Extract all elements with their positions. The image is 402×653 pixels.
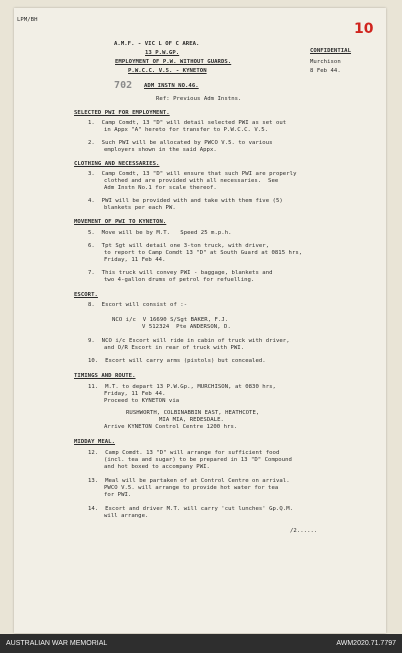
paragraph-14: 14. Escort and driver M.T. will carry 'cut lunches' Gp.Q.M. bbox=[88, 506, 294, 512]
paragraph-9-cont: and O/R Escort in rear of truck with PWI. bbox=[104, 345, 245, 351]
footer-accession-number: AWM2020.71.7797 bbox=[336, 640, 396, 647]
paragraph-4: 4. PWI will be provided with and take with them five (5) bbox=[88, 198, 283, 204]
paragraph-11-cont-2: Proceed to KYNETON via bbox=[104, 398, 180, 404]
paragraph-4-cont: blankets per each PW. bbox=[104, 205, 176, 211]
reference-code: LPM/BH bbox=[17, 17, 38, 23]
paragraph-13: 13. Meal will be partaken of at Control Centre on arrival. bbox=[88, 478, 290, 484]
paragraph-1: 1. Camp Comdt, 13 "D" will detail selected PWI as set out bbox=[88, 120, 287, 126]
paragraph-10: 10. Escort will carry arms (pistols) but concealed. bbox=[88, 358, 266, 364]
paragraph-13-cont-1: PWCO V.5. will arrange to provide hot water for tea bbox=[104, 485, 279, 491]
section-title-clothing: CLOTHING AND NECESSARIES. bbox=[74, 161, 160, 167]
handwritten-page-number: 10 bbox=[354, 21, 374, 37]
header-line-4: P.W.C.C. V.5. - KYNETON bbox=[128, 68, 207, 74]
header-line-2: 13 P.W.GP. bbox=[145, 50, 180, 56]
paragraph-11: 11. M.T. to depart 13 P.W.Gp., MURCHISON, at 0830 hrs, bbox=[88, 384, 276, 390]
header-line-1: A.M.F. - VIC L OF C AREA. bbox=[114, 41, 200, 47]
page-continuation: /2...... bbox=[290, 528, 318, 534]
location: Murchison bbox=[310, 59, 341, 65]
paragraph-2-cont: employers shown in the said Appx. bbox=[104, 147, 217, 153]
paragraph-12: 12. Camp Comdt. 13 "D" will arrange for sufficient food bbox=[88, 450, 280, 456]
paragraph-3: 3. Camp Comdt, 13 "D" will ensure that such PWI are properly bbox=[88, 171, 297, 177]
paragraph-12-cont-1: (incl. tea and sugar) to be prepared in 13 "D" Compound bbox=[104, 457, 292, 463]
paragraph-7: 7. This truck will convey PWI - baggage, blankets and bbox=[88, 270, 273, 276]
escort-nco: NCO i/c V 16690 S/Sgt BAKER, F.J. bbox=[112, 317, 229, 323]
section-title-midday-meal: MIDDAY MEAL. bbox=[74, 439, 116, 445]
section-title-movement: MOVEMENT OF PWI TO KYNETON. bbox=[74, 219, 167, 225]
section-title-escort: ESCORT. bbox=[74, 292, 98, 298]
paragraph-6-cont-2: Friday, 11 Feb 44. bbox=[104, 257, 166, 263]
paragraph-5: 5. Move will be by M.T. Speed 25 m.p.h. bbox=[88, 230, 232, 236]
paragraph-6-cont-1: to report to Camp Comdt 13 "D" at South Guard at 0815 hrs, bbox=[104, 250, 303, 256]
route-towns-2: MIA MIA, REDESDALE. bbox=[159, 417, 224, 423]
paragraph-14-cont: will arrange. bbox=[104, 513, 149, 519]
footer-bar bbox=[0, 634, 402, 653]
document-page bbox=[14, 8, 386, 633]
date: 8 Feb 44. bbox=[310, 68, 341, 74]
route-towns-1: RUSHWORTH, COLBINABBIN EAST, HEATHCOTE, bbox=[126, 410, 260, 416]
faded-stamp-number: 702 bbox=[114, 80, 133, 91]
footer-institution: AUSTRALIAN WAR MEMORIAL bbox=[6, 640, 108, 647]
header-line-5: ADM INSTN NO.46. bbox=[144, 83, 199, 89]
section-title-timings: TIMINGS AND ROUTE. bbox=[74, 373, 136, 379]
paragraph-7-cont: two 4-gallon drums of petrol for refuelling. bbox=[104, 277, 255, 283]
arrival-time: Arrive KYNETON Control Centre 1200 hrs. bbox=[104, 424, 238, 430]
paragraph-8: 8. Escort will consist of :- bbox=[88, 302, 188, 308]
paragraph-3-cont-2: Adm Instn No.1 for scale thereof. bbox=[104, 185, 217, 191]
paragraph-6: 6. Tpt Sgt will detail one 3-ton truck, with driver, bbox=[88, 243, 270, 249]
confidential-label: CONFIDENTIAL bbox=[310, 48, 352, 54]
reference-line: Ref: Previous Adm Instns. bbox=[156, 96, 242, 102]
section-title-selected-pwi: SELECTED PWI FOR EMPLOYMENT. bbox=[74, 110, 170, 116]
paragraph-2: 2. Such PWI will be allocated by PWCO V.5. to various bbox=[88, 140, 273, 146]
paragraph-1-cont: in Appx "A" hereto for transfer to P.W.C.C. V.5. bbox=[104, 127, 269, 133]
paragraph-3-cont-1: clothed and are provided with all necessaries. See bbox=[104, 178, 279, 184]
paragraph-13-cont-2: for PWI. bbox=[104, 492, 132, 498]
paragraph-11-cont-1: Friday, 11 Feb 44. bbox=[104, 391, 166, 397]
escort-pte: V 512324 Pte ANDERSON, D. bbox=[142, 324, 231, 330]
paragraph-12-cont-2: and hot boxed to accompany PWI. bbox=[104, 464, 210, 470]
header-line-3: EMPLOYMENT OF P.W. WITHOUT GUARDS. bbox=[115, 59, 232, 65]
paragraph-9: 9. NCO i/c Escort will ride in cabin of truck with driver, bbox=[88, 338, 290, 344]
